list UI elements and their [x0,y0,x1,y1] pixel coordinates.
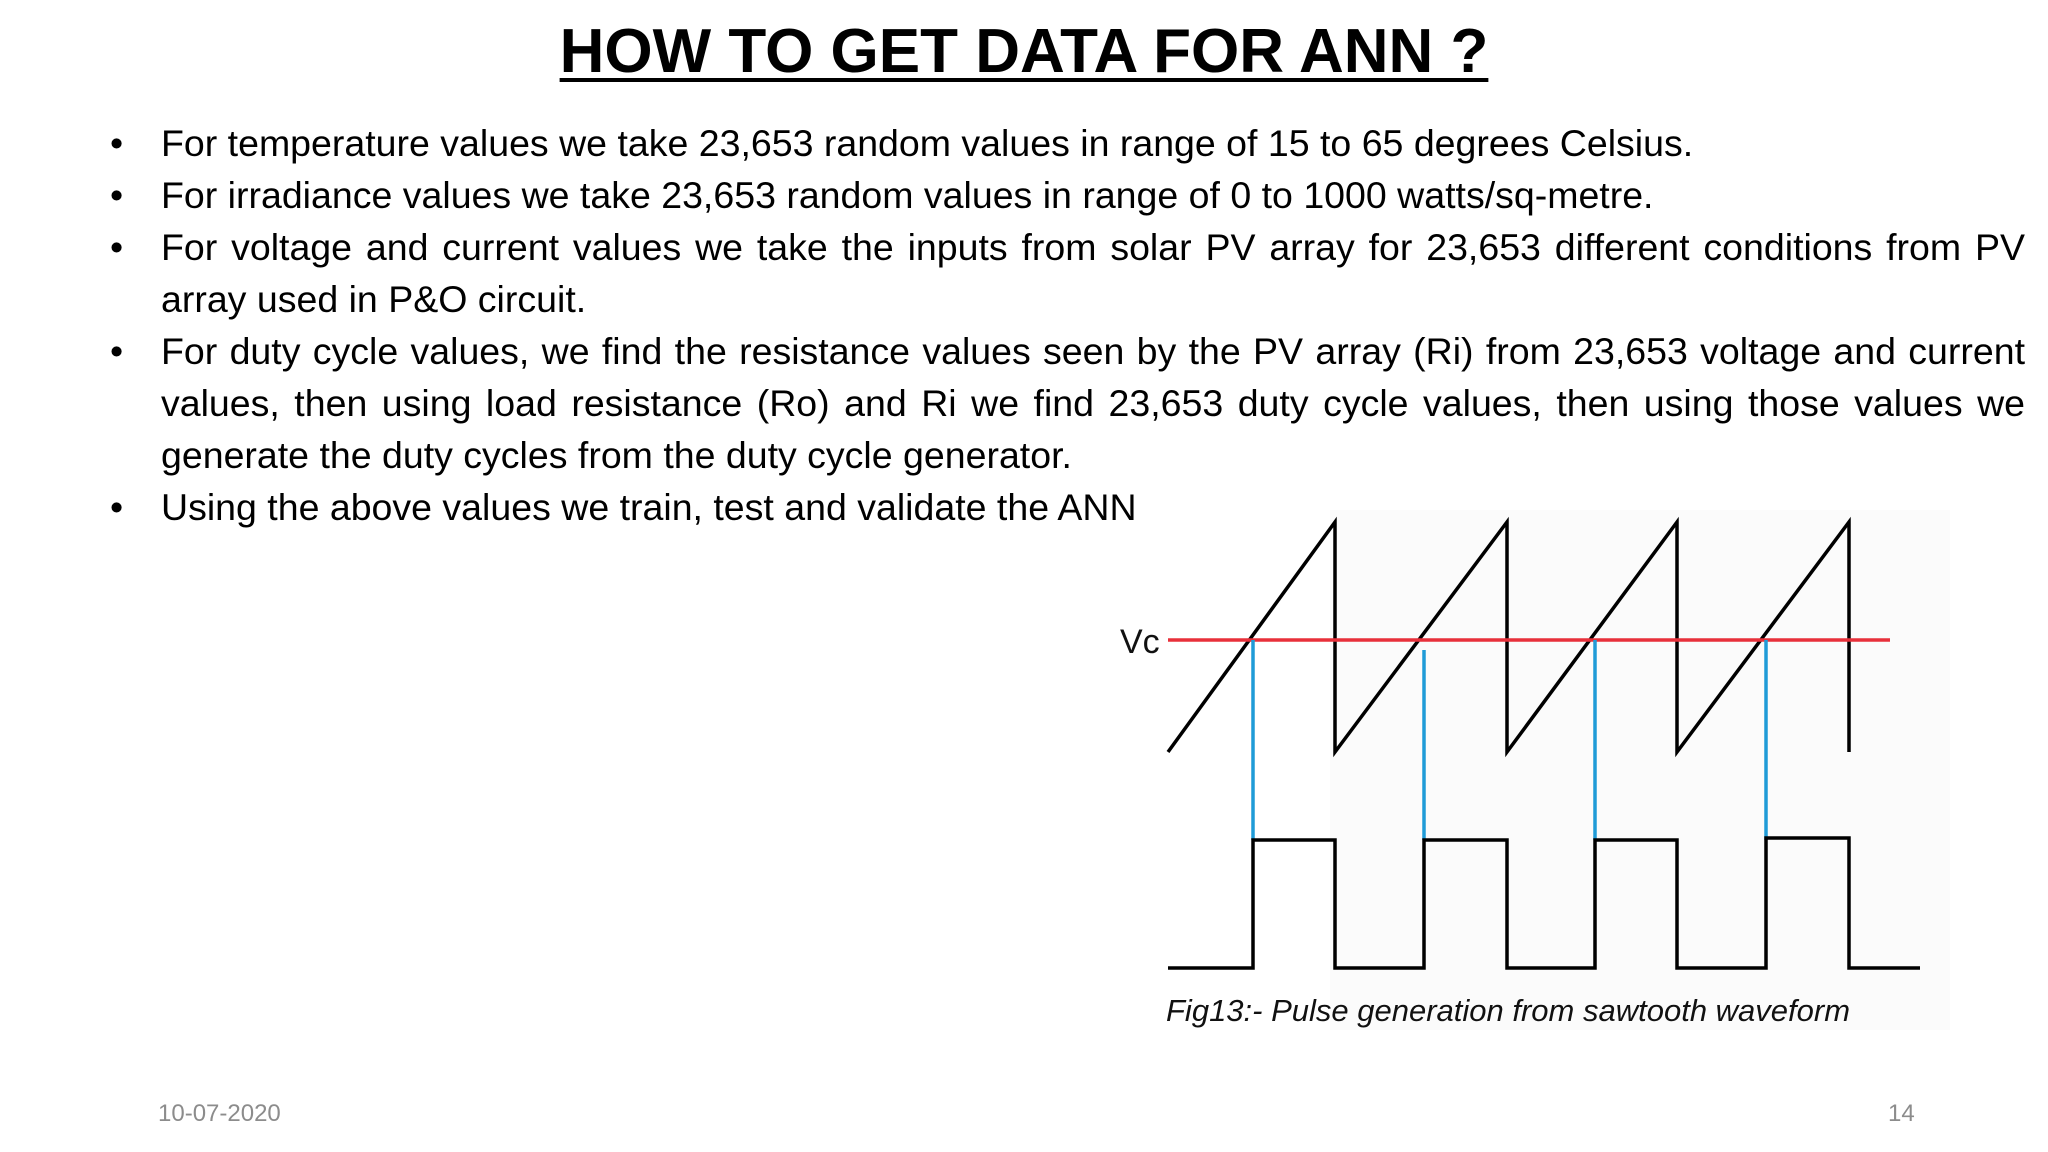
bullet-text: For temperature values we take 23,653 random values in range of 15 to 65 degrees Celsius. [161,122,1694,164]
bullet-marker: • [110,226,124,268]
bullet-text: Using the above values we train, test and validate the ANN [161,486,1137,528]
bullet-item [110,117,2025,169]
bullet-text: For voltage and current values we take the inputs from solar PV array for 23,653 different conditions from PV array used in P&O circuit. [161,226,2025,320]
bullet-marker: • [110,486,124,528]
footer-date: 10-07-2020 [158,1100,281,1127]
slide-title-text: HOW TO GET DATA FOR ANN ? [559,17,1489,86]
bullet-item [110,325,2025,481]
bullet-item [110,169,2025,221]
waveform-diagram [1110,510,1950,1030]
bullet-marker: • [110,330,124,372]
bullet-marker: • [110,174,124,216]
vc-label: Vc [1120,623,1160,661]
figure-caption: Fig13:- Pulse generation from sawtooth waveform [1166,993,1851,1028]
bullet-item [110,221,2025,325]
slide-title [0,12,2048,92]
bullet-text: For duty cycle values, we find the resistance values seen by the PV array (Ri) from 23,653 voltage and current values, then using load resistance (Ro) and Ri we find 23,653 duty cycle values, then using those values we generate the duty cycles from the duty cycle generator. [161,330,2025,476]
bullet-list [110,117,2025,533]
bullet-marker: • [110,122,124,164]
page-number: 14 [1888,1100,1915,1127]
bullet-text: For irradiance values we take 23,653 random values in range of 0 to 1000 watts/sq-metre. [161,174,1654,216]
waveform-figure [1110,510,1950,1030]
